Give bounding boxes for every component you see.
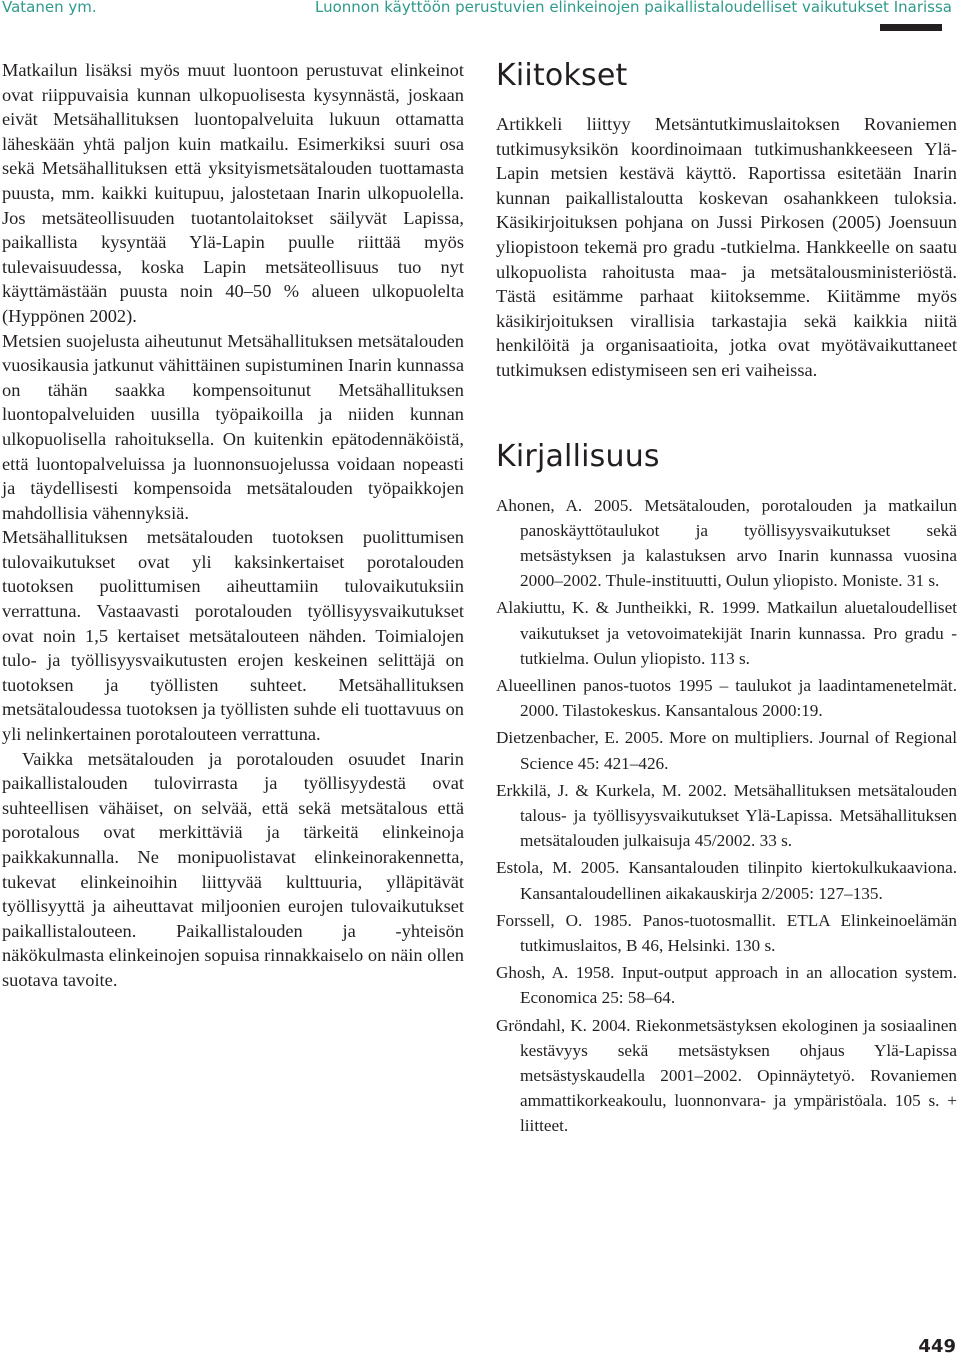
running-header [0,0,956,24]
reference-item: Ahonen, A. 2005. Metsätalouden, porotalouden ja matkailun panoskäyttötaulukot ja työllisyysvaikutukset sekä metsästyksen ja kalastuksen arvo Inarin kunnassa vuosina 2000–2002. Thule-instituutti, Oulun yliopisto. Moniste. 31 s. [496,495,957,591]
body-paragraph: Vaikka metsätalouden ja porotalouden osuudet Inarin paikallistalouden tulovirrasta ja työllisyydestä ovat suhteellisen vähäiset, on selvää, että sekä metsätalous että porotalous ovat merkittäviä ja tärkeitä elinkeinoja paikkakunnalla. Ne monipuolistavat elinkeinorakennetta, tukevat elinkeinoihin liittyvää kulttuuria, ylläpitävät työllisyyttä ja aiheuttavat miljoonien eurojen tulovaikutukset paikallistalouteen. Paikallistalouden ja -yhteisön näkökulmasta elinkeinojen sopuisa rinnakkaiselo on näin ollen suotava tavoite. [2,748,464,990]
reference-item: Alakiuttu, K. & Juntheikki, R. 1999. Matkailun aluetaloudelliset vaikutukset ja vetovoimatekijät Inarin kunnassa. Pro gradu -tutkielma. Oulun yliopisto. 113 s. [496,598,957,668]
reference-item: Ghosh, A. 1958. Input-output approach in an allocation system. Economica 25: 58–64. [496,963,957,1008]
reference-item: Alueellinen panos-tuotos 1995 – taulukot ja laadintamenetelmät. 2000. Tilastokeskus. Kansantalous 2000:19. [496,675,957,721]
header-rule [880,24,942,31]
reference-item: Forssell, O. 1985. Panos-tuotosmallit. ETLA Elinkeinoelämän tutkimuslaitos, B 46, Helsinki. 130 s. [496,910,957,955]
right-column [496,58,957,1141]
body-paragraph: Metsähallituksen metsätalouden tuotoksen puolittumisen tulovaikutukset ovat yli kaksinkertaiset porotalouden tuotoksen puolittumisen aiheuttamiin tulovaikutuksiin verrattuna. Vastaavasti porotalouden työllisyysvaikutukset ovat noin 1,5 kertaiset metsätalouteen nähden. Toimialojen tulo- ja työllisyysvaikutusten erojen keskeinen selittäjä on tuotoksen ja työllisten suhteet. Metsähallituksen metsätaloudessa tuotoksen ja työllisten suhde eli tuottavuus on yli nelinkertainen porotalouteen verrattuna. [2,527,464,745]
reference-item: Dietzenbacher, E. 2005. More on multipliers. Journal of Regional Science 45: 421–426. [496,728,957,773]
acknowledgements-text: Artikkeli liittyy Metsäntutkimuslaitoksen Rovaniemen tutkimusyksikön koordinoimaan tutkimushankkeeseen Ylä-Lapin metsien kestävä käyttö. Raportissa esitetään Inarin kunnan paikallistaloutta koskevan osahankkeen tuloksia. Käsikirjoituksen pohjana on Jussi Pirkosen (2005) Joensuun yliopistoon tekemä pro gradu -tutkielma. Hankkeelle on saatu ulkopuolista rahoitusta maa- ja metsätalousministeriöstä. Tästä esitämme parhaat kiitoksemme. Kiitämme myös käsikirjoituksen virallisia tarkastajia sekä kaikkia niitä henkilöitä ja organisaatioita, jotka ovat myötävaikuttaneet tutkimuksen edistymiseen sen eri vaiheissa. [496,114,957,380]
body-paragraph: Matkailun lisäksi myös muut luontoon perustuvat elinkeinot ovat riippuvaisia kunnan ulkopuolisesta kysynnästä, joskaan eivät Metsähallituksen luontopalveluita lukuun ottamatta läheskään yhtä paljon kuin matkailu. Esimerkiksi suuri osa sekä Metsähallituksen että yksityismetsätalouden tuottamasta puusta, mm. kaikki kuitupuu, jalostetaan Inarin ulkopuolella. Jos metsäteollisuuden tuotantolaitokset säilyvät Lapissa, paikallista kysyntää Ylä-Lapin puulle riittää myös tulevaisuudessa, koska Lapin metsäteollisuus tuo nyt käyttämästään puusta noin 40–50 % alueen ulkopuolelta (Hyppönen 2002). [2,60,464,326]
left-column [2,58,464,993]
reference-item: Erkkilä, J. & Kurkela, M. 2002. Metsähallituksen metsätalouden talous- ja työllisyysvaikutukset Ylä-Lapissa. Metsähallituksen metsätalouden julkaisuja 45/2002. 33 s. [496,780,957,851]
acknowledgements-heading: Kiitokset [496,58,628,93]
header-author: Vatanen ym. [2,0,97,16]
reference-item: Gröndahl, K. 2004. Riekonmetsästyksen ekologinen ja sosiaalinen kestävyys sekä metsästyksen ohjaus Ylä-Lapissa metsästyskaudella 2001–2002. Opinnäytetyö. Rovaniemen ammattikorkeakoulu, luonnonvara- ja ympäristöala. 105 s. + liitteet. [496,1015,957,1136]
reference-list [496,493,957,1139]
page-number: 449 [918,1336,956,1357]
header-title: Luonnon käyttöön perustuvien elinkeinojen paikallistaloudelliset vaikutukset Inarissa [315,0,952,16]
references-heading: Kirjallisuus [496,438,660,474]
body-paragraph: Metsien suojelusta aiheutunut Metsähallituksen metsätalouden vuosikausia jatkunut vähittäinen supistuminen Inarin kunnassa on tähän saakka kompensoitunut Metsähallituksen luontopalveluiden uusilla työpaikoilla ja niiden kunnan ulkopuolisella rahoituksella. On kuitenkin epätodennäköistä, että luontopalveluissa ja luonnonsuojelussa voidaan nopeasti ja täydellisesti kompensoida metsätalouden työpaikkojen mahdollisia vähennyksiä. [2,330,464,523]
reference-item: Estola, M. 2005. Kansantalouden tilinpito kiertokulkukaaviona. Kansantaloudellinen aikakauskirja 2/2005: 127–135. [496,858,957,903]
